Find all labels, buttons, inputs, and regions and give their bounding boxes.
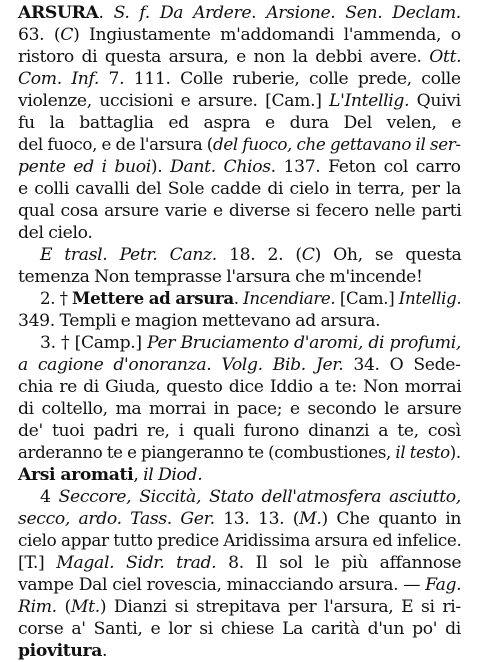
text-run: . xyxy=(98,3,114,23)
entry-line xyxy=(18,398,461,420)
entry-line xyxy=(18,156,461,178)
entry-line xyxy=(18,574,461,596)
text-run: 4 xyxy=(40,487,59,507)
italic-run: Incendiare. xyxy=(243,289,336,309)
text-run: ristoro di questa arsura, e non la debbi avere. xyxy=(18,47,430,67)
text-run: 349. Templi e magion mettevano ad arsura. xyxy=(18,311,381,331)
text-run: de' tuoi padri re, i quali furono dinanzi a te, così xyxy=(18,421,461,441)
entry-line xyxy=(18,530,461,552)
entry-line xyxy=(18,178,461,200)
text-run: ) Dianzi si strepitava per l'arsura, E si ri- xyxy=(99,597,461,617)
entry-line xyxy=(18,464,202,486)
text-run: vampe Dal ciel rovescia, minacciando arsura. — xyxy=(18,575,426,595)
text-run: 18. 2. ( xyxy=(216,245,302,265)
italic-run: Magal. Sidr. trad. xyxy=(56,553,217,573)
entry-line xyxy=(40,288,461,310)
entry-line xyxy=(18,310,380,332)
text-run: violenze, uccisioni e arsure. [Cam.] xyxy=(18,91,329,111)
entry-line xyxy=(18,46,461,68)
text-run: fu la battaglia ed aspra e dura Del velen, e xyxy=(18,113,462,133)
italic-run: il Diod. xyxy=(143,465,203,485)
text-run: 63. ( xyxy=(18,25,61,45)
italic-run: Mt. xyxy=(70,597,100,617)
text-run: 2. † xyxy=(40,289,73,309)
text-run: 7. 111. Colle ruberie, colle prede, colle xyxy=(99,69,461,89)
italic-run: Dant. Chios. xyxy=(170,157,276,177)
entry-line xyxy=(18,2,461,24)
text-run: 8. Il sol le più affannose xyxy=(216,553,462,573)
italic-run: Com. Inf. xyxy=(18,69,100,89)
entry-line xyxy=(18,112,461,134)
bold-run: Mettere ad arsura xyxy=(72,289,234,309)
text-run: 13. 13. ( xyxy=(214,509,300,529)
entry-line xyxy=(18,420,461,442)
text-run xyxy=(150,3,160,23)
entry-line xyxy=(18,266,423,288)
entry-line xyxy=(18,200,461,222)
text-run: [T.] xyxy=(18,553,57,573)
italic-run: del fuoco, che gettavano il ser- xyxy=(212,135,461,155)
text-run: . xyxy=(233,289,244,309)
text-run: e colli cavalli del Sole cadde di cielo in terra, per la xyxy=(18,179,462,199)
text-run: corse a' Santi, e lor si chiese La carità d'un po' di xyxy=(18,619,461,639)
italic-run: Ardere xyxy=(193,3,252,23)
entry-line xyxy=(40,332,461,354)
entry-line xyxy=(18,90,461,112)
text-run: ( xyxy=(56,597,71,617)
text-run: del cielo. xyxy=(18,223,93,243)
text-run: ) Che quanto in xyxy=(321,509,462,529)
italic-run: Arsione. Sen. Declam. xyxy=(266,3,461,23)
text-run: , xyxy=(133,465,144,485)
italic-run: Da xyxy=(159,3,194,23)
italic-run: Intellig. xyxy=(398,289,462,309)
italic-run: pente ed i buoi xyxy=(18,157,151,177)
text-run: ). xyxy=(449,443,461,463)
text-run: 34. O Sede- xyxy=(343,355,461,375)
text-run: temenza Non temprasse l'arsura che m'incende! xyxy=(18,267,423,287)
bold-run: ARSURA xyxy=(18,3,99,23)
text-run: qual cosa arsure varie e diverse si fecero nelle parti xyxy=(18,201,462,221)
italic-run: secco, ardo. Tass. Ger. xyxy=(18,509,215,529)
entry-line xyxy=(18,134,461,156)
text-run: . xyxy=(102,641,108,661)
entry-line xyxy=(18,354,461,376)
bold-run: Arsi aromati xyxy=(18,465,134,485)
text-run: [Cam.] xyxy=(335,289,399,309)
italic-run: C xyxy=(301,245,315,265)
italic-run: M. xyxy=(299,509,322,529)
entry-line xyxy=(18,442,461,464)
italic-run: Per Bruciamento d'aromi, di profumi, xyxy=(147,333,461,353)
italic-run: Fag. xyxy=(425,575,462,595)
entry-line xyxy=(40,486,461,508)
italic-run: Seccore, Siccità, Stato dell'atmosfera asciutto, xyxy=(58,487,461,507)
text-run: ) Oh, se questa xyxy=(314,245,462,265)
entry-line xyxy=(18,24,461,46)
entry-line xyxy=(18,68,461,90)
entry-line xyxy=(18,222,92,244)
text-run: del fuoco, e de l'arsura ( xyxy=(18,135,213,155)
italic-run: il testo xyxy=(395,443,450,463)
italic-run: Ott. xyxy=(429,47,462,67)
italic-run: E trasl. Petr. Canz. xyxy=(40,245,217,265)
italic-run: a cagione d'onoranza. Volg. Bib. Jer. xyxy=(18,355,344,375)
bold-run: piovitura xyxy=(18,641,103,661)
text-run: arderanno te e piangeranno te (combustiones, xyxy=(18,443,396,463)
text-run: Quivi xyxy=(409,91,461,111)
text-run: ). xyxy=(150,157,171,177)
entry-line xyxy=(18,640,107,662)
italic-run: S. f. xyxy=(113,3,150,23)
entry-line xyxy=(18,552,461,574)
text-run: cielo appar tutto predice Aridissima arsura ed infelice. xyxy=(18,531,462,551)
entry-line xyxy=(18,596,461,618)
text-run: 3. † [Camp.] xyxy=(40,333,148,353)
italic-run: C xyxy=(60,25,74,45)
text-run: 137. Feton col carro xyxy=(275,157,461,177)
entry-line xyxy=(18,508,461,530)
entry-line xyxy=(18,618,461,640)
italic-run: Rim. xyxy=(18,597,57,617)
text-run: ) Ingiustamente m'addomandi l'ammenda, o xyxy=(73,25,461,45)
italic-run: L'Intellig. xyxy=(329,91,410,111)
entry-line xyxy=(18,376,461,398)
entry-line xyxy=(40,244,461,266)
text-run: di coltello, ma morrai in pace; e secondo le arsure xyxy=(18,399,462,419)
text-run: . xyxy=(251,3,267,23)
text-run: chia re di Giuda, questo dice Iddio a te: Non morrai xyxy=(18,377,462,397)
